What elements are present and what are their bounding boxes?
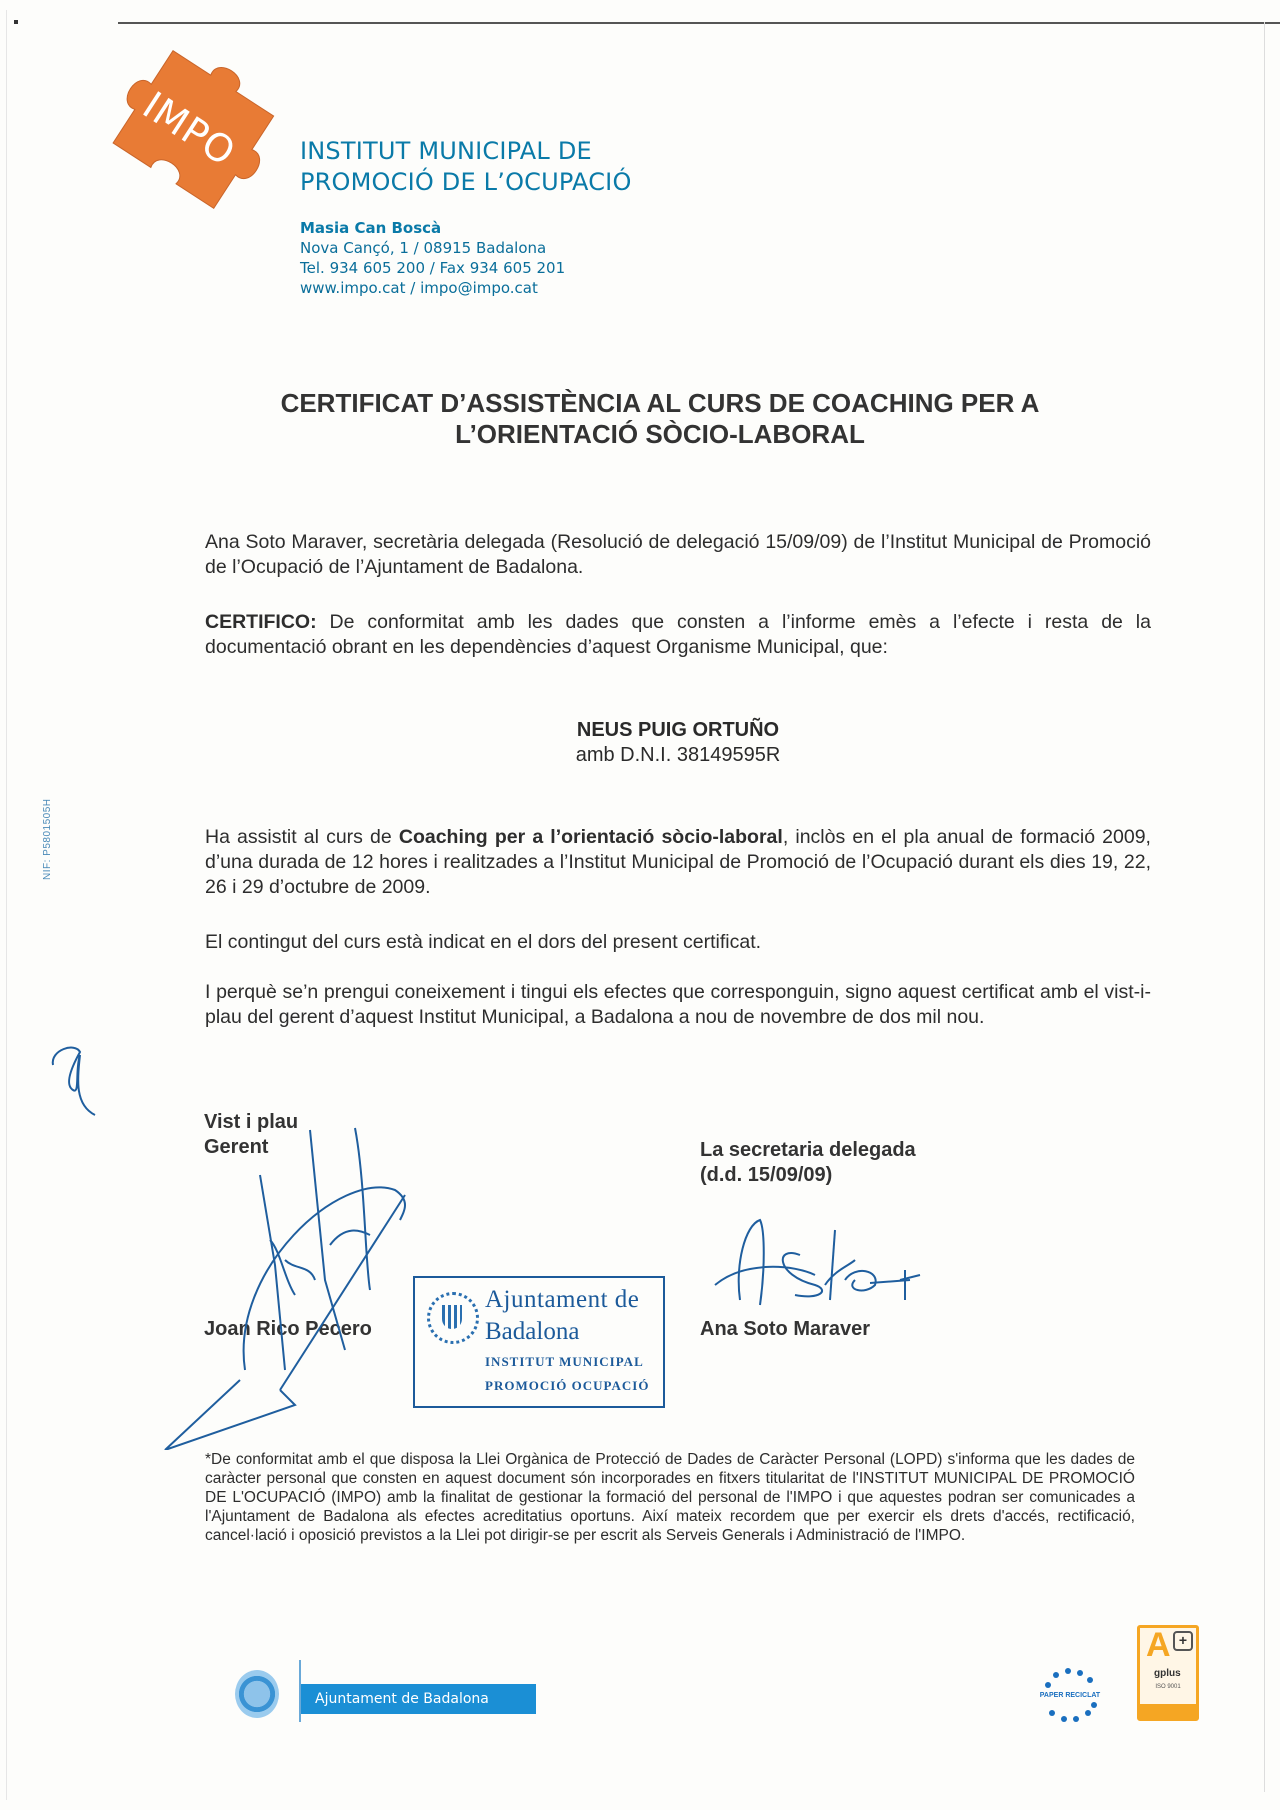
dot — [1091, 1702, 1097, 1708]
certifico-text: De conformitat amb les dades que consten a l’informe emès a l’efecte i resta de la documentació obrant en les dependències d’aquest Organisme Municipal, que: — [205, 611, 1151, 658]
secretary-name: Ana Soto Maraver — [700, 1318, 871, 1340]
stamp-line2: Badalona — [485, 1318, 580, 1345]
course-name: Coaching per a l’orientació sòcio-laboral — [398, 826, 783, 848]
dot — [1049, 1710, 1055, 1716]
org-street: Nova Cançó, 1 / 08915 Badalona — [300, 239, 547, 257]
dot — [1077, 1670, 1083, 1676]
attendance-post: , inclòs en el pla anual de formació 2009, d’una durada de 12 hores i realitzades a l’Institut Municipal de Promoció de l’Ocupació durant els dies 19, 22, 26 i 29 d’octubre de 2009. — [205, 826, 1151, 898]
stamp-line1: Ajuntament de — [485, 1286, 640, 1313]
approver-role-line1: Vist i plau — [204, 1111, 299, 1133]
person-id: amb D.N.I. 38149595R — [575, 744, 781, 766]
website-link[interactable]: www.impo.cat — [300, 279, 406, 297]
aplus-brand: gplus — [1154, 1668, 1181, 1679]
lopd-footnote: *De conformitat amb el que disposa la Llei Orgànica de Protecció de Dades de Caràcter Personal (LOPD) s'informa que les dades de caràcter personal que consten en aquest document són incorporades en fitxers titularitat de l'INSTITUT MUNICIPAL DE PROMOCIÓ DE L'OCUPACIÓ (IMPO) amb la finalitat de gestionar la formació del personal de l'IMPO i que aquestes podran ser comunicades a l'Ajuntament de Badalona als efectes acreditatius oportuns. Així mateix recordem que per exercir els drets d'accés, rectificació, cancel·lació i oposició previstos a la Llei pot dirigir-se per escrit als Serveis Generals i Administració de l'IMPO. — [205, 1451, 1135, 1544]
approver-block — [204, 1110, 298, 1160]
secretary-role-line1: La secretaria delegada — [700, 1139, 916, 1161]
coat-of-arms-icon — [235, 1670, 279, 1718]
official-stamp — [413, 1276, 665, 1408]
person-name: NEUS PUIG ORTUÑO — [576, 719, 780, 741]
org-place: Masia Can Boscà — [300, 219, 442, 237]
content-note: El contingut del curs està indicat en el dors del present certificat. — [205, 931, 762, 953]
org-name — [300, 136, 632, 198]
stamp-line3: INSTITUT MUNICIPAL — [485, 1354, 644, 1369]
approver-role-line2: Gerent — [204, 1136, 269, 1158]
recycled-paper-badge — [1035, 1662, 1105, 1732]
tel-number: 934 605 200 — [329, 259, 425, 277]
approver-name: Joan Rico Pecero — [204, 1318, 372, 1340]
impo-logo — [95, 45, 295, 210]
dot — [1045, 1682, 1051, 1688]
aplus-certification-badge — [1137, 1625, 1199, 1721]
ajuntament-label: Ajuntament de Badalona — [301, 1684, 536, 1714]
dot — [1085, 1710, 1091, 1716]
attendance-pre: Ha assistit al curs de — [205, 826, 399, 848]
fax-number: 934 605 201 — [469, 259, 566, 277]
dot — [1065, 1668, 1071, 1674]
email-link[interactable]: impo@impo.cat — [420, 279, 538, 297]
org-web: www.impo.cat / impo@impo.cat — [300, 279, 538, 297]
intro-paragraph: Ana Soto Maraver, secretària delegada (Resolució de delegació 15/09/09) de l’Institut Municipal de Promoció de l’Ocupació de l’Ajuntament de Badalona. — [205, 531, 1151, 578]
dot — [1073, 1716, 1079, 1722]
org-name-line2: PROMOCIÓ DE L’OCUPACIÓ — [300, 168, 632, 196]
org-phones: Tel. 934 605 200 / Fax 934 605 201 — [300, 259, 566, 277]
title-line2: L’ORIENTACIÓ SÒCIO-LABORAL — [455, 419, 865, 449]
stamp-line4: PROMOCIÓ OCUPACIÓ — [485, 1378, 650, 1393]
plus-icon: + — [1173, 1631, 1193, 1651]
dot — [1053, 1672, 1059, 1678]
person-block — [205, 718, 1151, 768]
aplus-iso: ISO 9001 — [1155, 1684, 1181, 1690]
secretary-signature — [705, 1215, 965, 1310]
dot — [1087, 1677, 1093, 1683]
aplus-strip — [1140, 1704, 1196, 1718]
a-letter-icon: A — [1146, 1626, 1171, 1664]
dot — [1061, 1716, 1067, 1722]
secretary-block — [700, 1138, 916, 1188]
org-name-line1: INSTITUT MUNICIPAL DE — [300, 137, 592, 165]
page-edge-top — [118, 22, 1280, 24]
margin-initial — [45, 1030, 105, 1120]
fax-label: Fax — [439, 259, 465, 277]
tel-label: Tel. — [300, 259, 325, 277]
corner-mark — [14, 20, 18, 24]
certifico-label: CERTIFICO: — [205, 611, 317, 633]
logo-text: IMPO — [135, 83, 244, 175]
coat-of-arms-icon — [427, 1292, 479, 1344]
page-edge-right — [1264, 22, 1265, 1792]
document-title — [160, 388, 1160, 450]
secretary-role-line2: (d.d. 15/09/09) — [700, 1164, 833, 1186]
nif-margin-text: NIF: P5801505H — [42, 798, 53, 880]
org-address — [300, 218, 565, 298]
recycle-label: PAPER RECICLAT — [1039, 1692, 1101, 1699]
attendance-paragraph — [205, 825, 1151, 900]
certifico-paragraph — [205, 610, 1151, 660]
title-line1: CERTIFICAT D’ASSISTÈNCIA AL CURS DE COACHING PER A — [280, 388, 1040, 418]
page-edge-left — [6, 10, 7, 1800]
closing-paragraph: I perquè se’n prengui coneixement i tingui els efectes que corresponguin, signo aquest certificat amb el vist-i-plau del gerent d’aquest Institut Municipal, a Badalona a nou de novembre de dos mil nou. — [205, 981, 1151, 1028]
